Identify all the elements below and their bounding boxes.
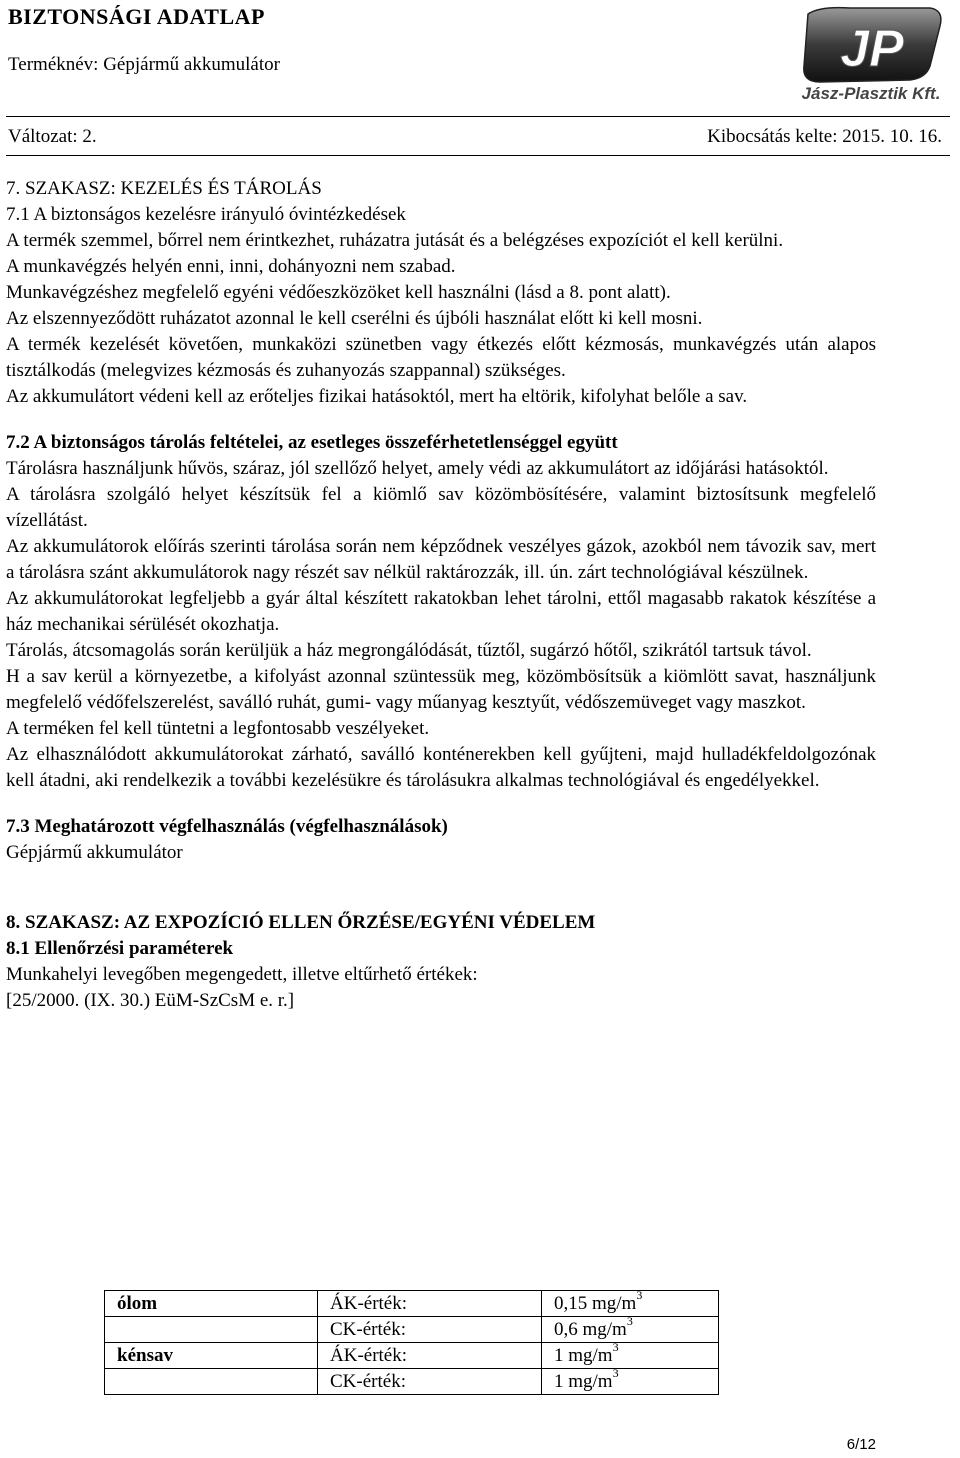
- paragraph: A tárolásra szolgáló helyet készítsük fel a kiömlő sav közömbösítésére, valamint biztosítsunk megfelelő vízellátást.: [6, 484, 876, 531]
- paragraph: Az elszennyeződött ruházatot azonnal le kell cserélni és újbóli használat előtt ki kell mosni.: [6, 308, 703, 329]
- paragraph: A munkavégzés helyén enni, inni, dohányozni nem szabad.: [6, 256, 456, 277]
- table-row: [105, 1317, 719, 1343]
- issue-date: Kibocsátás kelte: 2015. 10. 16.: [707, 126, 942, 147]
- limit-value: 1 mg/m: [554, 1370, 613, 1392]
- limit-value-cell: [542, 1314, 719, 1343]
- header-bottom-rule: [6, 155, 950, 156]
- header-divider: [6, 116, 950, 117]
- limit-type-cell: ÁK-érték:: [318, 1291, 542, 1317]
- product-name: Terméknév: Gépjármű akkumulátor: [8, 54, 280, 75]
- document-title: BIZTONSÁGI ADATLAP: [8, 4, 265, 29]
- spacer: [6, 410, 876, 430]
- unit-exponent: 3: [612, 1340, 619, 1355]
- unit-exponent: 3: [636, 1288, 643, 1303]
- table-row: [105, 1369, 719, 1395]
- document-body: [6, 176, 876, 1014]
- limit-value: 1 mg/m: [554, 1344, 613, 1366]
- section-8-1-title: 8.1 Ellenőrzési paraméterek: [6, 938, 234, 959]
- section-8-title: 8. SZAKASZ: AZ EXPOZÍCIÓ ELLEN ŐRZÉSE/EGYÉNI VÉDELEM: [6, 912, 596, 933]
- limit-value: 0,6 mg/m: [554, 1318, 627, 1340]
- paragraph: Az elhasználódott akkumulátorokat zárható, saválló konténerekben kell gyűjteni, majd hulladékfeldolgozónak kell átadni, aki rendelkezik a további kezelésükre és tárolásukra alkalmas technológiával és engedélyekkel.: [6, 744, 876, 791]
- unit-exponent: 3: [626, 1314, 633, 1329]
- substance-cell: kénsav: [105, 1343, 318, 1369]
- limit-value: 0,15 mg/m: [554, 1292, 637, 1314]
- paragraph: A termék kezelését követően, munkaközi szünetben vagy étkezés előtt kézmosás, munkavégzés után alapos tisztálkodás (melegvizes kézmosás és zuhanyozás szappannal) szükséges.: [6, 334, 876, 381]
- limit-value-cell: [542, 1340, 719, 1369]
- table-row: [105, 1291, 719, 1317]
- unit-exponent: 3: [612, 1366, 619, 1381]
- paragraph: Tárolás, átcsomagolás során kerüljük a ház megrongálódását, tűztől, sugárzó hőtől, szikrától tartsuk távol.: [6, 640, 812, 661]
- paragraph: Tárolásra használjunk hűvös, száraz, jól szellőző helyet, amely védi az akkumulátort az időjárási hatásoktól.: [6, 458, 829, 479]
- logo-company-name: Jász-Plasztik Kft.: [801, 84, 941, 103]
- section-7-3-title: 7.3 Meghatározott végfelhasználás (végfelhasználások): [6, 816, 448, 837]
- paragraph: Az akkumulátort védeni kell az erőteljes fizikai hatásoktól, mert ha eltörik, kifolyhat belőle a sav.: [6, 386, 748, 407]
- svg-text:JP: JP: [840, 20, 904, 78]
- limit-type-cell: CK-érték:: [318, 1317, 542, 1343]
- paragraph: H a sav kerül a környezetbe, a kifolyást azonnal szüntessük meg, közömbösítsük a kiömlött savat, használjunk megfelelő védőfelszerelést, saválló ruhát, gumi- vagy műanyag kesztyűt, védőszemüveget vagy maszkot.: [6, 666, 876, 713]
- paragraph: A terméken fel kell tüntetni a legfontosabb veszélyeket.: [6, 718, 430, 739]
- exposure-limits-table: [104, 1290, 719, 1395]
- legal-reference: [25/2000. (IX. 30.) EüM-SzCsM e. r.]: [6, 990, 295, 1011]
- paragraph: Munkahelyi levegőben megengedett, illetve eltűrhető értékek:: [6, 964, 478, 985]
- table-row: [105, 1343, 719, 1369]
- paragraph: Gépjármű akkumulátor: [6, 842, 183, 863]
- substance-cell: [105, 1369, 318, 1395]
- section-7-title: 7. SZAKASZ: KEZELÉS ÉS TÁROLÁS: [6, 178, 322, 199]
- substance-cell: [105, 1317, 318, 1343]
- section-7-1-title: 7.1 A biztonságos kezelésre irányuló óvintézkedések: [6, 204, 406, 225]
- limit-value-cell: [542, 1288, 719, 1317]
- limit-value-cell: [542, 1366, 719, 1395]
- limit-type-cell: ÁK-érték:: [318, 1343, 542, 1369]
- paragraph: A termék szemmel, bőrrel nem érintkezhet, ruházatra jutását és a belégzéses expozíciót el kell kerülni.: [6, 230, 784, 251]
- paragraph: Az akkumulátorokat legfeljebb a gyár által készített rakatokban lehet tárolni, ettől magasabb rakatok készítése a ház mechanikai sérülését okozhatja.: [6, 588, 876, 635]
- limit-type-cell: CK-érték:: [318, 1369, 542, 1395]
- section-7-2-title: 7.2 A biztonságos tárolás feltételei, az esetleges összeférhetetlenséggel együtt: [6, 432, 618, 453]
- paragraph: Munkavégzéshez megfelelő egyéni védőeszközöket kell használni (lásd a 8. pont alatt).: [6, 282, 671, 303]
- paragraph: Az akkumulátorok előírás szerinti tárolása során nem képződnek veszélyes gázok, azokból nem távozik sav, mert a tárolásra szánt akkumulátorok nagy részét sav nélkül raktározzák, ill. ún. zárt technológiával készülnek.: [6, 536, 876, 583]
- version-label: Változat: 2.: [8, 126, 97, 147]
- spacer: [6, 794, 876, 814]
- page-number: 6/12: [846, 1436, 876, 1453]
- spacer: [6, 866, 876, 910]
- substance-cell: ólom: [105, 1291, 318, 1317]
